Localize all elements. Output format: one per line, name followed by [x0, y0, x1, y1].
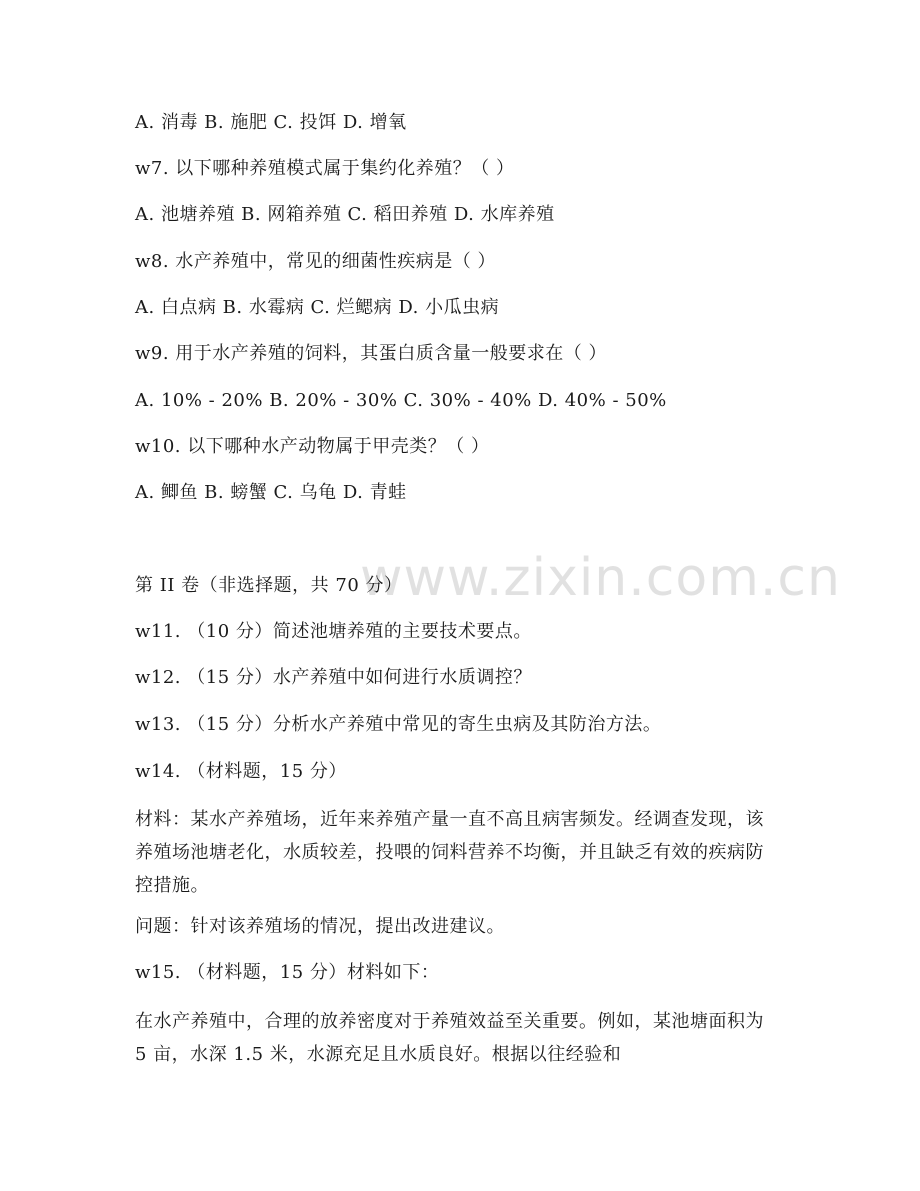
question-9-options: A. 10% - 20% B. 20% - 30% C. 30% - 40% D. 40% - 50%: [135, 390, 667, 411]
question-14: w14. （材料题，15 分）: [135, 761, 347, 782]
question-14-question: 问题：针对该养殖场的情况，提出改进建议。: [135, 916, 505, 937]
question-9: w9. 用于水产养殖的饲料，其蛋白质含量一般要求在（ ）: [135, 343, 608, 364]
question-8: w8. 水产养殖中，常见的细菌性疾病是（ ）: [135, 251, 497, 272]
question-10: w10. 以下哪种水产动物属于甲壳类？（ ）: [135, 436, 490, 457]
question-7: w7. 以下哪种养殖模式属于集约化养殖？（ ）: [135, 158, 515, 179]
question-8-options: A. 白点病 B. 水霉病 C. 烂鳃病 D. 小瓜虫病: [135, 297, 500, 318]
question-15: w15. （材料题，15 分）材料如下：: [135, 962, 440, 983]
section-2-heading: 第 II 卷（非选择题，共 70 分）: [135, 575, 403, 596]
watermark: www.zixin.com.cn: [360, 548, 841, 608]
question-12: w12. （15 分）水产养殖中如何进行水质调控？: [135, 667, 532, 688]
question-6-options: A. 消毒 B. 施肥 C. 投饵 D. 增氧: [135, 112, 407, 133]
question-10-options: A. 鲫鱼 B. 螃蟹 C. 乌龟 D. 青蛙: [135, 482, 407, 503]
question-13: w13. （15 分）分析水产养殖中常见的寄生虫病及其防治方法。: [135, 714, 662, 735]
question-14-material: 材料：某水产养殖场，近年来养殖产量一直不高且病害频发。经调查发现，该养殖场池塘老化，水质较差，投喂的饲料营养不均衡，并且缺乏有效的疾病防控措施。: [135, 809, 764, 896]
question-7-options: A. 池塘养殖 B. 网箱养殖 C. 稻田养殖 D. 水库养殖: [135, 204, 555, 225]
question-11: w11. （10 分）简述池塘养殖的主要技术要点。: [135, 621, 532, 642]
question-15-material: 在水产养殖中，合理的放养密度对于养殖效益至关重要。例如，某池塘面积为 5 亩，水深 1.5 米，水源充足且水质良好。根据以往经验和: [135, 1011, 764, 1065]
